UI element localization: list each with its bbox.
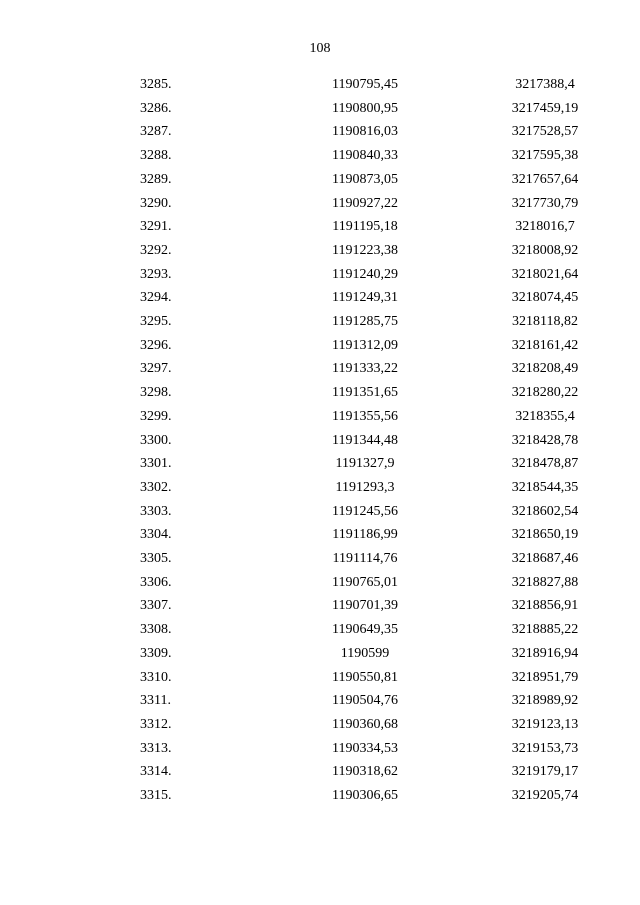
point-number-cell: 3295.	[140, 314, 172, 330]
x-coordinate-cell: 1190873,05	[332, 171, 398, 187]
point-number-cell: 3302.	[140, 479, 172, 495]
x-coordinate-cell: 1190927,22	[332, 195, 398, 211]
y-coordinate-cell: 3217528,57	[511, 124, 579, 140]
y-coordinate-cell: 3218355,4	[515, 408, 575, 424]
point-number-cell: 3296.	[140, 337, 172, 353]
table-row	[0, 286, 640, 310]
table-row	[0, 334, 640, 358]
x-coordinate-cell: 1190360,68	[332, 716, 398, 732]
table-row	[0, 713, 640, 737]
y-coordinate-cell: 3217388,4	[515, 77, 575, 92]
table-row	[0, 192, 640, 216]
x-coordinate-cell: 1191333,22	[332, 361, 398, 377]
x-coordinate-cell: 1191240,29	[332, 266, 398, 282]
point-number-cell: 3305.	[140, 551, 172, 567]
y-coordinate-cell: 3218602,54	[511, 503, 579, 519]
point-number-cell: 3285.	[140, 77, 172, 92]
y-coordinate-cell: 3218021,64	[511, 266, 579, 282]
x-coordinate-cell: 1191285,75	[332, 314, 398, 330]
point-number-cell: 3304.	[140, 527, 172, 543]
point-number-cell: 3294.	[140, 290, 172, 306]
y-coordinate-cell: 3219153,73	[511, 740, 579, 756]
x-coordinate-cell: 1190765,01	[332, 574, 398, 590]
table-row	[0, 618, 640, 642]
coordinates-table-body	[0, 73, 640, 808]
table-row	[0, 144, 640, 168]
y-coordinate-cell: 3218428,78	[511, 432, 579, 448]
table-row	[0, 168, 640, 192]
table-row	[0, 737, 640, 761]
x-coordinate-cell: 1191327,9	[335, 456, 395, 472]
y-coordinate-cell: 3218008,92	[511, 242, 579, 258]
table-row	[0, 500, 640, 524]
y-coordinate-cell: 3218280,22	[511, 385, 579, 401]
y-coordinate-cell: 3218074,45	[511, 290, 579, 306]
x-coordinate-cell: 1190816,03	[332, 124, 398, 140]
table-row	[0, 760, 640, 784]
table-row	[0, 239, 640, 263]
point-number-cell: 3309.	[140, 645, 172, 661]
y-coordinate-cell: 3218827,88	[511, 574, 579, 590]
table-row	[0, 310, 640, 334]
x-coordinate-cell: 1191312,09	[332, 337, 398, 353]
point-number-cell: 3297.	[140, 361, 172, 377]
point-number-cell: 3313.	[140, 740, 172, 756]
point-number-cell: 3307.	[140, 598, 172, 614]
x-coordinate-cell: 1190649,35	[332, 622, 398, 638]
point-number-cell: 3306.	[140, 574, 172, 590]
point-number-cell: 3312.	[140, 716, 172, 732]
point-number-cell: 3303.	[140, 503, 172, 519]
y-coordinate-cell: 3217595,38	[511, 148, 579, 164]
point-number-cell: 3286.	[140, 100, 172, 116]
x-coordinate-cell: 1191351,65	[332, 385, 398, 401]
y-coordinate-cell: 3217730,79	[511, 195, 579, 211]
point-number-cell: 3311.	[140, 693, 171, 709]
x-coordinate-cell: 1190701,39	[332, 598, 398, 614]
table-row	[0, 97, 640, 121]
table-row	[0, 381, 640, 405]
x-coordinate-cell: 1191195,18	[332, 219, 398, 235]
table-row	[0, 215, 640, 239]
y-coordinate-cell: 3218208,49	[511, 361, 579, 377]
x-coordinate-cell: 1191249,31	[332, 290, 398, 306]
y-coordinate-cell: 3218161,42	[511, 337, 579, 353]
x-coordinate-cell: 1190550,81	[332, 669, 398, 685]
point-number-cell: 3308.	[140, 622, 172, 638]
x-coordinate-cell: 1191245,56	[332, 503, 398, 519]
x-coordinate-cell: 1191344,48	[332, 432, 398, 448]
point-number-cell: 3301.	[140, 456, 172, 472]
y-coordinate-cell: 3217657,64	[511, 171, 579, 187]
y-coordinate-cell: 3218951,79	[511, 669, 579, 685]
y-coordinate-cell: 3218916,94	[511, 645, 579, 661]
y-coordinate-cell: 3218885,22	[511, 622, 579, 638]
y-coordinate-cell: 3218118,82	[512, 314, 578, 330]
y-coordinate-cell: 3218687,46	[511, 551, 579, 567]
table-row	[0, 429, 640, 453]
y-coordinate-cell: 3218856,91	[511, 598, 579, 614]
table-row	[0, 73, 640, 97]
table-row	[0, 547, 640, 571]
x-coordinate-cell: 1190306,65	[332, 788, 398, 804]
x-coordinate-cell: 1191186,99	[332, 527, 398, 543]
point-number-cell: 3300.	[140, 432, 172, 448]
table-row	[0, 666, 640, 690]
table-row	[0, 689, 640, 713]
y-coordinate-cell: 3218989,92	[511, 693, 579, 709]
y-coordinate-cell: 3218478,87	[511, 456, 579, 472]
table-row	[0, 523, 640, 547]
point-number-cell: 3299.	[140, 408, 172, 424]
page-number: 108	[309, 41, 331, 56]
y-coordinate-cell: 3219123,13	[511, 716, 579, 732]
point-number-cell: 3310.	[140, 669, 172, 685]
x-coordinate-cell: 1190334,53	[332, 740, 398, 756]
y-coordinate-cell: 3218544,35	[511, 479, 579, 495]
y-coordinate-cell: 3218650,19	[511, 527, 579, 543]
table-row	[0, 784, 640, 808]
y-coordinate-cell: 3219179,17	[511, 764, 579, 780]
x-coordinate-cell: 1191114,76	[332, 551, 398, 567]
x-coordinate-cell: 1191223,38	[332, 242, 398, 258]
point-number-cell: 3292.	[140, 242, 172, 258]
coordinates-table	[0, 73, 640, 808]
x-coordinate-cell: 1190504,76	[332, 693, 398, 709]
x-coordinate-cell: 1190599	[340, 645, 390, 661]
point-number-cell: 3289.	[140, 171, 172, 187]
x-coordinate-cell: 1190795,45	[332, 77, 398, 92]
x-coordinate-cell: 1191293,3	[335, 479, 395, 495]
table-row	[0, 263, 640, 287]
point-number-cell: 3293.	[140, 266, 172, 282]
table-row	[0, 571, 640, 595]
table-row	[0, 642, 640, 666]
table-row	[0, 405, 640, 429]
y-coordinate-cell: 3218016,7	[515, 219, 575, 235]
x-coordinate-cell: 1190800,95	[332, 100, 398, 116]
table-row	[0, 357, 640, 381]
table-row	[0, 120, 640, 144]
point-number-cell: 3290.	[140, 195, 172, 211]
x-coordinate-cell: 1190318,62	[332, 764, 398, 780]
point-number-cell: 3291.	[140, 219, 172, 235]
point-number-cell: 3315.	[140, 788, 172, 804]
point-number-cell: 3298.	[140, 385, 172, 401]
point-number-cell: 3287.	[140, 124, 172, 140]
y-coordinate-cell: 3217459,19	[511, 100, 579, 116]
y-coordinate-cell: 3219205,74	[511, 788, 579, 804]
point-number-cell: 3288.	[140, 148, 172, 164]
table-row	[0, 452, 640, 476]
point-number-cell: 3314.	[140, 764, 172, 780]
table-row	[0, 476, 640, 500]
table-row	[0, 594, 640, 618]
x-coordinate-cell: 1190840,33	[332, 148, 398, 164]
x-coordinate-cell: 1191355,56	[332, 408, 398, 424]
